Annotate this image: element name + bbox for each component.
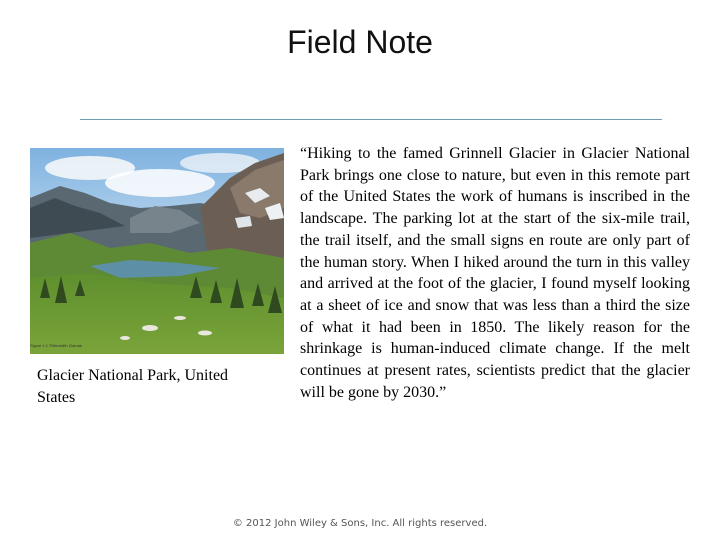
field-note-quote: “Hiking to the famed Grinnell Glacier in Glacier National Park brings one close to nature, but even in this remote part of the United States the work of humans is inscribed in the landscape. The parking lot at the start of the six-mile trail, the trail itself, and the small signs en route are only part of the human story. When I hiked around the turn in this valley and arrived at the foot of the glacier, I found myself looking at a sheet of ice and snow that was less than a third the size of what it had been in 1850. The likely reason for the shrinkage is human-induced climate change. If the melt continues at present rates, scientists predict that the glacier will be gone by 2030.” <box>300 145 690 401</box>
copyright-footer: © 2012 John Wiley & Sons, Inc. All rights reserved. <box>232 518 488 529</box>
photo-caption: Glacier National Park, United States <box>37 367 229 406</box>
glacier-photo <box>30 148 284 354</box>
slide-title: Field Note <box>287 24 433 60</box>
divider-line <box>80 119 662 120</box>
photo-credit: Figure 1.1 ©Meredith Ziamak <box>30 343 82 348</box>
